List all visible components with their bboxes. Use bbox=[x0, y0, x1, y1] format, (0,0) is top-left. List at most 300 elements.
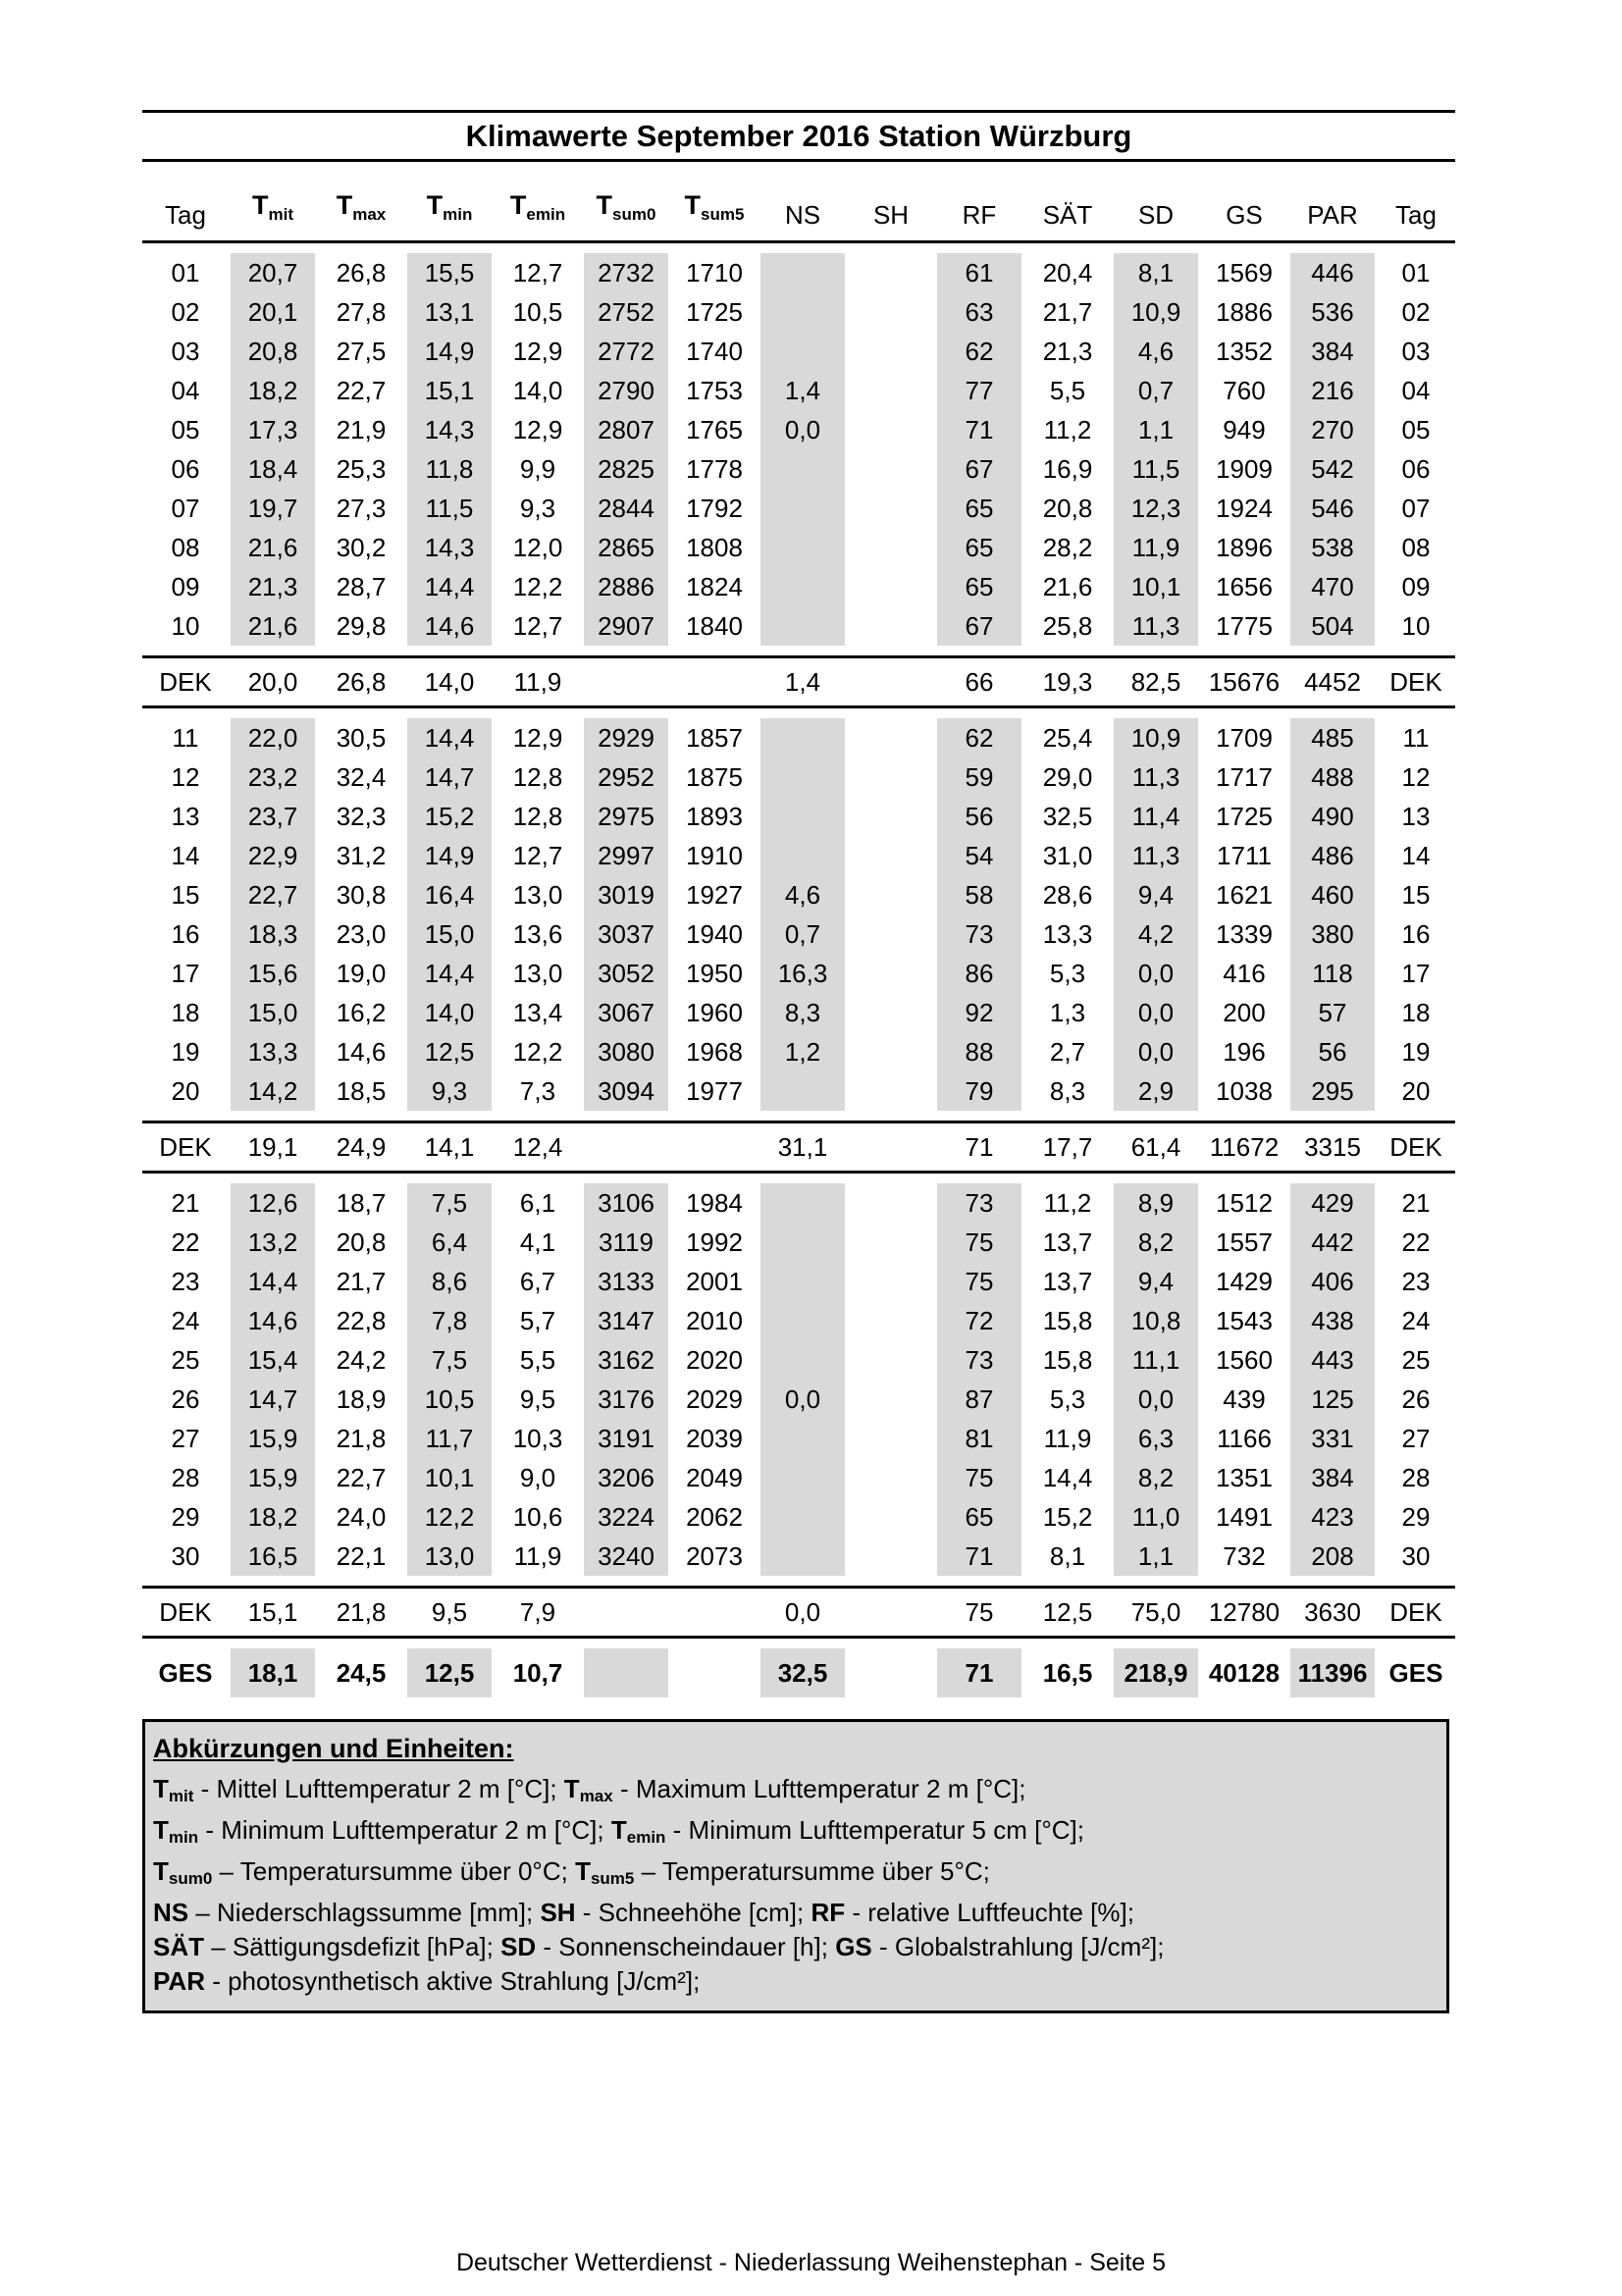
cell-ns: 0,0 bbox=[759, 1380, 847, 1419]
cell-tag-right: 02 bbox=[1401, 297, 1431, 327]
cell-gs: 196 bbox=[1223, 1037, 1266, 1067]
cell-sat: 25,4 bbox=[1042, 723, 1093, 753]
cell-tmit: 20,1 bbox=[229, 292, 317, 332]
table-row bbox=[142, 1223, 1455, 1262]
cell-tmax: 21,8 bbox=[336, 1597, 387, 1627]
cell-gs: 1775 bbox=[1216, 611, 1273, 641]
cell-sat: 16,9 bbox=[1042, 454, 1093, 484]
cell-tmax: 22,7 bbox=[336, 376, 387, 405]
cell-rf: 62 bbox=[935, 332, 1023, 371]
cell-tag: 21 bbox=[171, 1188, 200, 1218]
block-gap bbox=[142, 1111, 1455, 1121]
cell-tsum5: 2020 bbox=[686, 1345, 743, 1375]
cell-sat: 13,7 bbox=[1042, 1227, 1093, 1257]
cell-sd: 218,9 bbox=[1112, 1648, 1200, 1697]
cell-temin: 11,9 bbox=[513, 667, 562, 697]
cell-gs: 1621 bbox=[1216, 880, 1273, 910]
cell-tsum5: 2001 bbox=[686, 1267, 743, 1296]
cell-tag: 22 bbox=[171, 1227, 200, 1257]
cell-tmit: 18,2 bbox=[229, 1497, 317, 1537]
cell-tmit: 19,7 bbox=[229, 489, 317, 528]
cell-temin: 7,3 bbox=[519, 1076, 556, 1106]
cell-tmin: 9,5 bbox=[431, 1597, 468, 1627]
cell-tmin: 14,3 bbox=[405, 410, 494, 449]
cell-sd: 0,0 bbox=[1112, 954, 1200, 993]
legend-line-4: NS – Niederschlagssumme [mm]; SH - Schneehöhe [cm]; RF - relative Luftfeuchte [%]; bbox=[153, 1898, 1134, 1927]
cell-tsum5: 1765 bbox=[686, 415, 743, 444]
cell-sh bbox=[847, 836, 935, 875]
cell-tag-right: DEK bbox=[1389, 667, 1442, 697]
cell-gs: 1560 bbox=[1216, 1345, 1273, 1375]
table-row bbox=[142, 449, 1455, 489]
cell-par: 470 bbox=[1288, 567, 1377, 606]
table-row bbox=[142, 489, 1455, 528]
cell-tag-right: 15 bbox=[1401, 880, 1431, 910]
cell-tmax: 22,7 bbox=[336, 1463, 387, 1492]
cell-par: 446 bbox=[1288, 253, 1377, 292]
cell-tmit: 13,3 bbox=[229, 1032, 317, 1071]
cell-gs: 1709 bbox=[1216, 723, 1273, 753]
cell-ns bbox=[759, 1497, 847, 1537]
cell-temin: 12,2 bbox=[512, 1037, 563, 1067]
abbreviations-legend bbox=[142, 1719, 1449, 2013]
cell-tsum0: 3037 bbox=[582, 914, 670, 954]
table-body bbox=[142, 243, 1455, 1697]
cell-tmit: 21,6 bbox=[229, 528, 317, 567]
cell-sh bbox=[847, 1123, 935, 1171]
cell-tmit: 23,7 bbox=[229, 797, 317, 836]
cell-gs: 200 bbox=[1223, 998, 1266, 1027]
cell-tsum0: 2975 bbox=[582, 797, 670, 836]
cell-tsum5: 1977 bbox=[686, 1076, 743, 1106]
cell-ns bbox=[759, 253, 847, 292]
cell-tmin: 7,5 bbox=[405, 1340, 494, 1380]
climate-table bbox=[142, 182, 1455, 1697]
cell-gs: 12780 bbox=[1208, 1597, 1281, 1627]
cell-gs: 1909 bbox=[1216, 454, 1273, 484]
cell-ns bbox=[759, 1071, 847, 1111]
cell-tag: 24 bbox=[171, 1306, 200, 1335]
cell-par: 384 bbox=[1288, 1458, 1377, 1497]
cell-tag-right: 23 bbox=[1401, 1267, 1431, 1296]
cell-tmit: 14,7 bbox=[229, 1380, 317, 1419]
cell-tsum0: 2825 bbox=[582, 449, 670, 489]
cell-rf: 65 bbox=[935, 489, 1023, 528]
cell-tmit: 21,6 bbox=[229, 606, 317, 646]
table-row bbox=[142, 528, 1455, 567]
table-row bbox=[142, 875, 1455, 914]
cell-sat: 21,7 bbox=[1042, 297, 1093, 327]
cell-tsum5: 1875 bbox=[686, 762, 743, 792]
cell-tsum5: 2062 bbox=[686, 1502, 743, 1532]
cell-tmit: 22,9 bbox=[229, 836, 317, 875]
cell-tsum0: 2952 bbox=[582, 757, 670, 797]
cell-tag: 30 bbox=[171, 1541, 200, 1571]
cell-sat: 11,2 bbox=[1043, 415, 1092, 444]
cell-tag-right: 30 bbox=[1401, 1541, 1431, 1571]
cell-tag: DEK bbox=[159, 667, 212, 697]
cell-tag: 18 bbox=[171, 998, 200, 1027]
cell-tsum0: 3106 bbox=[582, 1183, 670, 1223]
cell-gs: 1339 bbox=[1216, 919, 1273, 949]
cell-sd: 0,0 bbox=[1112, 993, 1200, 1032]
cell-tag-right: 09 bbox=[1401, 572, 1431, 601]
cell-sd: 11,9 bbox=[1112, 528, 1200, 567]
cell-tag-right: 13 bbox=[1401, 802, 1431, 831]
cell-tmit: 14,2 bbox=[229, 1071, 317, 1111]
cell-tag: 17 bbox=[171, 959, 200, 988]
legend-line-5: SÄT – Sättigungsdefizit [hPa]; SD - Sonnenscheindauer [h]; GS - Globalstrahlung [J/cm²]; bbox=[153, 1932, 1165, 1961]
cell-ns bbox=[759, 1301, 847, 1340]
cell-temin: 9,0 bbox=[519, 1463, 556, 1492]
cell-tsum0: 3206 bbox=[582, 1458, 670, 1497]
cell-tag-right: 07 bbox=[1401, 494, 1431, 523]
cell-rf: 67 bbox=[935, 449, 1023, 489]
cell-gs: 1429 bbox=[1216, 1267, 1273, 1296]
cell-tmax: 21,7 bbox=[336, 1267, 387, 1296]
cell-sh bbox=[847, 410, 935, 449]
table-row bbox=[142, 1458, 1455, 1497]
cell-sd: 11,5 bbox=[1112, 449, 1200, 489]
cell-tsum0: 2732 bbox=[582, 253, 670, 292]
cell-tag: 23 bbox=[171, 1267, 200, 1296]
cell-tsum0: 3119 bbox=[582, 1223, 670, 1262]
cell-ns bbox=[759, 449, 847, 489]
cell-tmin: 6,4 bbox=[405, 1223, 494, 1262]
cell-tsum5: 1740 bbox=[686, 337, 743, 366]
cell-tag-right: 29 bbox=[1401, 1502, 1431, 1532]
cell-sh bbox=[847, 1262, 935, 1301]
cell-temin: 12,9 bbox=[512, 723, 563, 753]
table-row bbox=[142, 567, 1455, 606]
cell-temin: 5,7 bbox=[519, 1306, 556, 1335]
month-total-row bbox=[142, 1648, 1455, 1697]
cell-sh bbox=[847, 489, 935, 528]
cell-tmax: 30,5 bbox=[336, 723, 387, 753]
cell-sh bbox=[847, 1223, 935, 1262]
cell-tag-right: 21 bbox=[1401, 1188, 1431, 1218]
cell-par: 460 bbox=[1288, 875, 1377, 914]
cell-gs: 1886 bbox=[1216, 297, 1273, 327]
cell-tag: 29 bbox=[171, 1502, 200, 1532]
cell-sd: 4,2 bbox=[1112, 914, 1200, 954]
header-tag-right: Tag bbox=[1395, 200, 1437, 230]
cell-sh bbox=[847, 1419, 935, 1458]
cell-ns: 32,5 bbox=[759, 1648, 847, 1697]
cell-rf: 63 bbox=[935, 292, 1023, 332]
cell-rf: 65 bbox=[935, 1497, 1023, 1537]
cell-tmit: 15,9 bbox=[229, 1419, 317, 1458]
cell-tsum5: 2039 bbox=[686, 1424, 743, 1453]
cell-tsum5: 1792 bbox=[686, 494, 743, 523]
cell-tmin: 15,2 bbox=[405, 797, 494, 836]
cell-tsum5: 1753 bbox=[686, 376, 743, 405]
cell-temin: 12,8 bbox=[512, 802, 563, 831]
cell-tmin: 11,5 bbox=[405, 489, 494, 528]
cell-tmax: 18,5 bbox=[336, 1076, 387, 1106]
cell-ns bbox=[759, 1340, 847, 1380]
cell-ns: 0,7 bbox=[759, 914, 847, 954]
cell-sat: 5,3 bbox=[1049, 1384, 1086, 1414]
cell-tag-right: 24 bbox=[1401, 1306, 1431, 1335]
cell-sh bbox=[847, 718, 935, 757]
cell-tmit: 18,1 bbox=[229, 1648, 317, 1697]
cell-tag-right: 25 bbox=[1401, 1345, 1431, 1375]
cell-tmin: 13,0 bbox=[405, 1537, 494, 1576]
cell-tmin: 11,7 bbox=[405, 1419, 494, 1458]
cell-sd: 0,0 bbox=[1112, 1380, 1200, 1419]
cell-sat: 21,3 bbox=[1042, 337, 1093, 366]
cell-tag: 13 bbox=[171, 802, 200, 831]
legend-line-3: $T_{sum0}$ – Temperatursumme über 0°C; $T_{sum5}$ – Temperatursumme über 5°C; bbox=[153, 1856, 990, 1888]
decade-summary-row bbox=[142, 658, 1455, 705]
cell-tsum5: 1857 bbox=[686, 723, 743, 753]
cell-sd: 6,3 bbox=[1112, 1419, 1200, 1458]
cell-tag: 01 bbox=[171, 258, 200, 287]
cell-par: 384 bbox=[1288, 332, 1377, 371]
decade-summary-row bbox=[142, 1589, 1455, 1636]
cell-tag: 16 bbox=[171, 919, 200, 949]
cell-par: 488 bbox=[1288, 757, 1377, 797]
table-header-row bbox=[142, 182, 1455, 240]
cell-tag: DEK bbox=[159, 1597, 212, 1627]
cell-rf: 71 bbox=[935, 1648, 1023, 1697]
cell-temin: 9,9 bbox=[519, 454, 556, 484]
cell-tag: 28 bbox=[171, 1463, 200, 1492]
cell-ns bbox=[759, 528, 847, 567]
cell-tag-right: 11 bbox=[1402, 723, 1430, 753]
cell-sat: 15,2 bbox=[1042, 1502, 1093, 1532]
cell-temin: 10,5 bbox=[512, 297, 563, 327]
legend-line-2: $T_{min}$ - Minimum Lufttemperatur 2 m [°C]; $T_{emin}$ - Minimum Lufttemperatur 5 cm [°C]; bbox=[153, 1815, 1084, 1847]
cell-gs: 1038 bbox=[1216, 1076, 1273, 1106]
cell-tmit: 18,4 bbox=[229, 449, 317, 489]
cell-tag: GES bbox=[158, 1658, 213, 1688]
cell-sat: 12,5 bbox=[1042, 1597, 1093, 1627]
cell-tag-right: 05 bbox=[1401, 415, 1431, 444]
cell-tag-right: 16 bbox=[1401, 919, 1431, 949]
cell-ns bbox=[759, 757, 847, 797]
cell-sd: 11,0 bbox=[1112, 1497, 1200, 1537]
cell-ns bbox=[759, 797, 847, 836]
cell-tsum5: 1778 bbox=[686, 454, 743, 484]
cell-sat: 11,9 bbox=[1043, 1424, 1092, 1453]
cell-tsum0: 3094 bbox=[582, 1071, 670, 1111]
table-row bbox=[142, 1497, 1455, 1537]
cell-gs: 760 bbox=[1223, 376, 1266, 405]
cell-tsum0: 3240 bbox=[582, 1537, 670, 1576]
cell-tsum5: 1960 bbox=[686, 998, 743, 1027]
cell-temin: 13,0 bbox=[512, 959, 563, 988]
cell-tag: 15 bbox=[171, 880, 200, 910]
cell-tmit: 22,0 bbox=[229, 718, 317, 757]
cell-gs: 1725 bbox=[1216, 802, 1273, 831]
cell-tag: 04 bbox=[171, 376, 200, 405]
cell-sd: 75,0 bbox=[1130, 1597, 1181, 1627]
cell-rf: 88 bbox=[935, 1032, 1023, 1071]
cell-temin: 10,7 bbox=[512, 1658, 563, 1688]
cell-ns bbox=[759, 1419, 847, 1458]
cell-rf: 54 bbox=[935, 836, 1023, 875]
cell-temin: 12,7 bbox=[512, 611, 563, 641]
cell-sh bbox=[847, 449, 935, 489]
cell-rf: 87 bbox=[935, 1380, 1023, 1419]
cell-gs: 1924 bbox=[1216, 494, 1273, 523]
cell-rf: 73 bbox=[935, 1340, 1023, 1380]
table-row bbox=[142, 1380, 1455, 1419]
cell-tsum0: 2772 bbox=[582, 332, 670, 371]
cell-ns bbox=[759, 718, 847, 757]
cell-sh bbox=[847, 658, 935, 705]
cell-tmin: 7,8 bbox=[405, 1301, 494, 1340]
cell-rf: 73 bbox=[935, 1183, 1023, 1223]
cell-ns bbox=[759, 292, 847, 332]
cell-tag: 08 bbox=[171, 533, 200, 562]
cell-sat: 32,5 bbox=[1042, 802, 1093, 831]
cell-par: 546 bbox=[1288, 489, 1377, 528]
block-gap bbox=[142, 708, 1455, 718]
cell-sat: 17,7 bbox=[1042, 1132, 1093, 1162]
cell-par: 443 bbox=[1288, 1340, 1377, 1380]
cell-tsum0: 3133 bbox=[582, 1262, 670, 1301]
cell-tsum0: 3191 bbox=[582, 1419, 670, 1458]
cell-tag: 26 bbox=[171, 1384, 200, 1414]
cell-tmin: 14,9 bbox=[405, 332, 494, 371]
header-ns: NS bbox=[784, 200, 821, 230]
cell-sat: 19,3 bbox=[1042, 667, 1093, 697]
cell-tsum5: 2073 bbox=[686, 1541, 743, 1571]
header-tmax: $T_{max}$ bbox=[336, 190, 387, 224]
title-bottom-rule bbox=[142, 159, 1455, 162]
cell-temin: 9,5 bbox=[519, 1384, 556, 1414]
cell-sat: 20,8 bbox=[1042, 494, 1093, 523]
cell-tag: 25 bbox=[171, 1345, 200, 1375]
cell-sat: 5,3 bbox=[1049, 959, 1086, 988]
cell-tsum5: 1840 bbox=[686, 611, 743, 641]
cell-temin: 9,3 bbox=[519, 494, 556, 523]
cell-par: 423 bbox=[1288, 1497, 1377, 1537]
cell-temin: 6,1 bbox=[519, 1188, 556, 1218]
cell-sd: 10,8 bbox=[1112, 1301, 1200, 1340]
cell-rf: 65 bbox=[935, 528, 1023, 567]
cell-tsum0: 3080 bbox=[582, 1032, 670, 1071]
cell-tmit: 18,2 bbox=[229, 371, 317, 410]
cell-rf: 75 bbox=[935, 1458, 1023, 1497]
cell-rf: 56 bbox=[935, 797, 1023, 836]
cell-ns: 1,4 bbox=[759, 371, 847, 410]
cell-gs: 1896 bbox=[1216, 533, 1273, 562]
cell-tmax: 16,2 bbox=[336, 998, 387, 1027]
cell-tmin: 14,3 bbox=[405, 528, 494, 567]
cell-sd: 9,4 bbox=[1112, 875, 1200, 914]
cell-tmin: 14,4 bbox=[405, 567, 494, 606]
cell-tsum5: 1927 bbox=[686, 880, 743, 910]
cell-sh bbox=[847, 606, 935, 646]
cell-tmit: 13,2 bbox=[229, 1223, 317, 1262]
cell-tmin: 14,0 bbox=[424, 667, 475, 697]
cell-rf: 71 bbox=[935, 1537, 1023, 1576]
cell-tmax: 20,8 bbox=[336, 1227, 387, 1257]
cell-sat: 8,1 bbox=[1049, 1541, 1086, 1571]
cell-tsum5: 2010 bbox=[686, 1306, 743, 1335]
cell-tsum5 bbox=[670, 1123, 759, 1171]
cell-tmax: 22,8 bbox=[336, 1306, 387, 1335]
header-temin: $T_{emin}$ bbox=[509, 190, 566, 224]
cell-sd: 10,9 bbox=[1112, 718, 1200, 757]
cell-tmin: 12,2 bbox=[405, 1497, 494, 1537]
cell-tmit: 14,4 bbox=[229, 1262, 317, 1301]
cell-gs: 416 bbox=[1223, 959, 1266, 988]
header-par: PAR bbox=[1307, 200, 1358, 230]
cell-ns: 0,0 bbox=[784, 1597, 821, 1627]
cell-rf: 75 bbox=[935, 1223, 1023, 1262]
cell-gs: 1491 bbox=[1216, 1502, 1273, 1532]
cell-sd: 11,3 bbox=[1112, 836, 1200, 875]
header-tsum5: $T_{sum5}$ bbox=[684, 190, 745, 224]
cell-tmin: 12,5 bbox=[405, 1032, 494, 1071]
cell-sat: 8,3 bbox=[1049, 1076, 1086, 1106]
cell-tag-right: 28 bbox=[1401, 1463, 1431, 1492]
cell-tmax: 29,8 bbox=[336, 611, 387, 641]
cell-par: 270 bbox=[1288, 410, 1377, 449]
block-gap bbox=[142, 1174, 1455, 1183]
cell-tag: 20 bbox=[171, 1076, 200, 1106]
legend-title: Abkürzungen und Einheiten: bbox=[153, 1734, 514, 1763]
cell-sh bbox=[847, 567, 935, 606]
cell-sd: 2,9 bbox=[1112, 1071, 1200, 1111]
cell-sat: 11,2 bbox=[1043, 1188, 1092, 1218]
cell-tsum5: 2049 bbox=[686, 1463, 743, 1492]
cell-tmin: 10,5 bbox=[405, 1380, 494, 1419]
cell-tsum5 bbox=[670, 658, 759, 705]
cell-temin: 14,0 bbox=[512, 376, 563, 405]
cell-sat: 31,0 bbox=[1042, 841, 1093, 870]
cell-sh bbox=[847, 1497, 935, 1537]
cell-tmit: 15,6 bbox=[229, 954, 317, 993]
cell-sh bbox=[847, 1380, 935, 1419]
cell-sd: 0,7 bbox=[1112, 371, 1200, 410]
cell-tag: 27 bbox=[171, 1424, 200, 1453]
header-tsum0: $T_{sum0}$ bbox=[596, 190, 656, 224]
cell-tsum5: 1984 bbox=[686, 1188, 743, 1218]
cell-ns bbox=[759, 1262, 847, 1301]
cell-tmax: 28,7 bbox=[336, 572, 387, 601]
cell-tag-right: DEK bbox=[1389, 1597, 1442, 1627]
cell-sh bbox=[847, 1183, 935, 1223]
cell-tmax: 21,9 bbox=[336, 415, 387, 444]
cell-tmit: 20,7 bbox=[229, 253, 317, 292]
cell-sh bbox=[847, 528, 935, 567]
cell-temin: 13,6 bbox=[512, 919, 563, 949]
cell-tag: 10 bbox=[171, 611, 200, 641]
cell-temin: 13,4 bbox=[512, 998, 563, 1027]
cell-temin: 12,9 bbox=[512, 415, 563, 444]
cell-par: 208 bbox=[1288, 1537, 1377, 1576]
cell-par: 442 bbox=[1288, 1223, 1377, 1262]
cell-rf: 77 bbox=[935, 371, 1023, 410]
cell-par: 380 bbox=[1288, 914, 1377, 954]
cell-sd: 82,5 bbox=[1130, 667, 1181, 697]
cell-par: 216 bbox=[1288, 371, 1377, 410]
cell-tmin: 11,8 bbox=[405, 449, 494, 489]
cell-tsum0: 2844 bbox=[582, 489, 670, 528]
table-row bbox=[142, 757, 1455, 797]
cell-tmin: 7,5 bbox=[405, 1183, 494, 1223]
cell-tmin: 12,5 bbox=[405, 1648, 494, 1697]
cell-tag-right: 08 bbox=[1401, 533, 1431, 562]
cell-gs: 1557 bbox=[1216, 1227, 1273, 1257]
cell-tsum5 bbox=[670, 1589, 759, 1636]
